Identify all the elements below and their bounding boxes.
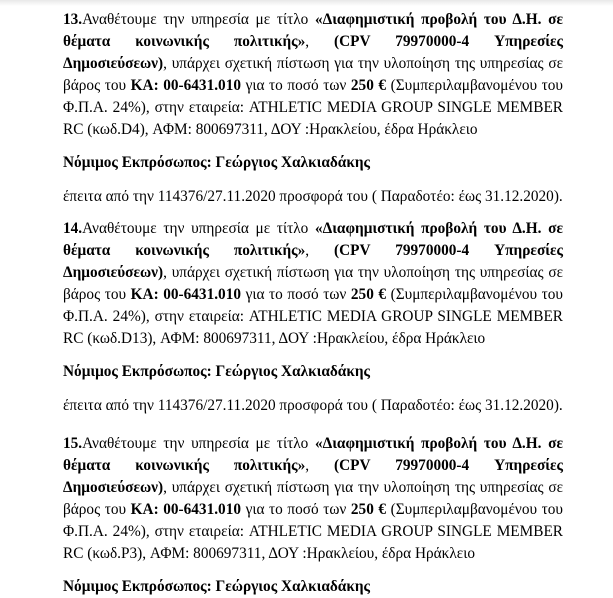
credit-text: , υπάρχει σχετική πίστωση για την υλοποίηση της υπηρεσίας σε βάρος του bbox=[63, 479, 563, 518]
intro-text: Αναθέτουμε την υπηρεσία με τίτλο bbox=[82, 435, 315, 452]
vat-text: (Συμπεριλαμβανομένου του Φ.Π.Α. 24%), στην εταιρεία: bbox=[63, 286, 563, 325]
legal-representative: Νόμιμος Εκπρόσωπος: Γεώργιος Χαλκιαδάκης bbox=[63, 363, 370, 380]
credit-text: , υπάρχει σχετική πίστωση για την υλοποίηση της υπηρεσίας σε βάρος του bbox=[63, 264, 563, 303]
vat-text: (Συμπεριλαμβανομένου του Φ.Π.Α. 24%), στην εταιρεία: bbox=[63, 77, 563, 116]
amount: 250 € bbox=[350, 286, 387, 303]
award-item-14 bbox=[63, 218, 563, 417]
service-title: «Διαφημιστική προβολή του Δ.Η. σε θέματα κοινωνικής πολιτικής» bbox=[63, 220, 563, 259]
service-title: «Διαφημιστική προβολή του Δ.Η. σε θέματα κοινωνικής πολιτικής» bbox=[63, 435, 563, 474]
page-top-shadow bbox=[0, 0, 613, 6]
award-item-15 bbox=[63, 433, 563, 598]
cpv-code: (CPV 79970000-4 Υπηρεσίες Δημοσιεύσεων) bbox=[63, 457, 563, 496]
budget-code: ΚΑ: 00-6431.010 bbox=[130, 501, 241, 518]
document-body bbox=[63, 9, 563, 598]
service-title: «Διαφημιστική προβολή του Δ.Η. σε θέματα κοινωνικής πολιτικής» bbox=[63, 11, 563, 50]
cpv-code: (CPV 79970000-4 Υπηρεσίες Δημοσιεύσεων) bbox=[63, 33, 563, 72]
award-paragraph bbox=[63, 433, 563, 565]
award-paragraph bbox=[63, 218, 563, 350]
credit-text: , υπάρχει σχετική πίστωση για την υλοποίηση της υπηρεσίας σε βάρος του bbox=[63, 55, 563, 94]
amount-intro: για το ποσό των bbox=[241, 286, 351, 303]
item-number: 14. bbox=[63, 220, 83, 237]
item-number: 15. bbox=[63, 435, 83, 452]
separator: , bbox=[305, 242, 335, 259]
amount: 250 € bbox=[350, 77, 387, 94]
amount-intro: για το ποσό των bbox=[241, 501, 351, 518]
award-paragraph bbox=[63, 9, 563, 141]
amount: 250 € bbox=[350, 501, 387, 518]
budget-code: ΚΑ: 00-6431.010 bbox=[130, 286, 241, 303]
separator: , bbox=[305, 33, 335, 50]
amount-intro: για το ποσό των bbox=[241, 77, 351, 94]
item-number: 13. bbox=[63, 11, 83, 28]
company-details: ATHLETIC MEDIA GROUP SINGLE MEMBER RC (κωδ.P3), ΑΦΜ: 800697311, ΔΟΥ :Ηρακλείου, έδρα Ηράκλειο bbox=[63, 523, 564, 562]
legal-representative: Νόμιμος Εκπρόσωπος: Γεώργιος Χαλκιαδάκης bbox=[63, 154, 370, 171]
offer-reference: έπειτα από την 114376/27.11.2020 προσφορά του ( Παραδοτέο: έως 31.12.2020). bbox=[63, 397, 563, 414]
award-item-13 bbox=[63, 9, 563, 208]
intro-text: Αναθέτουμε την υπηρεσία με τίτλο bbox=[82, 11, 315, 28]
budget-code: ΚΑ: 00-6431.010 bbox=[130, 77, 241, 94]
company-details: ATHLETIC MEDIA GROUP SINGLE MEMBER RC (κωδ.D4), ΑΦΜ: 800697311, ΔΟΥ :Ηρακλείου, έδρα Ηράκλειο bbox=[63, 99, 564, 138]
separator: , bbox=[305, 457, 335, 474]
company-details: ATHLETIC MEDIA GROUP SINGLE MEMBER RC (κωδ.D13), ΑΦΜ: 800697311, ΔΟΥ :Ηρακλείου, έδρα Ηράκλειο bbox=[63, 308, 564, 347]
legal-representative: Νόμιμος Εκπρόσωπος: Γεώργιος Χαλκιαδάκης bbox=[63, 578, 370, 595]
cpv-code: (CPV 79970000-4 Υπηρεσίες Δημοσιεύσεων) bbox=[63, 242, 563, 281]
vat-text: (Συμπεριλαμβανομένου του Φ.Π.Α. 24%), στην εταιρεία: bbox=[63, 501, 563, 540]
intro-text: Αναθέτουμε την υπηρεσία με τίτλο bbox=[82, 220, 315, 237]
offer-reference: έπειτα από την 114376/27.11.2020 προσφορά του ( Παραδοτέο: έως 31.12.2020). bbox=[63, 188, 563, 205]
